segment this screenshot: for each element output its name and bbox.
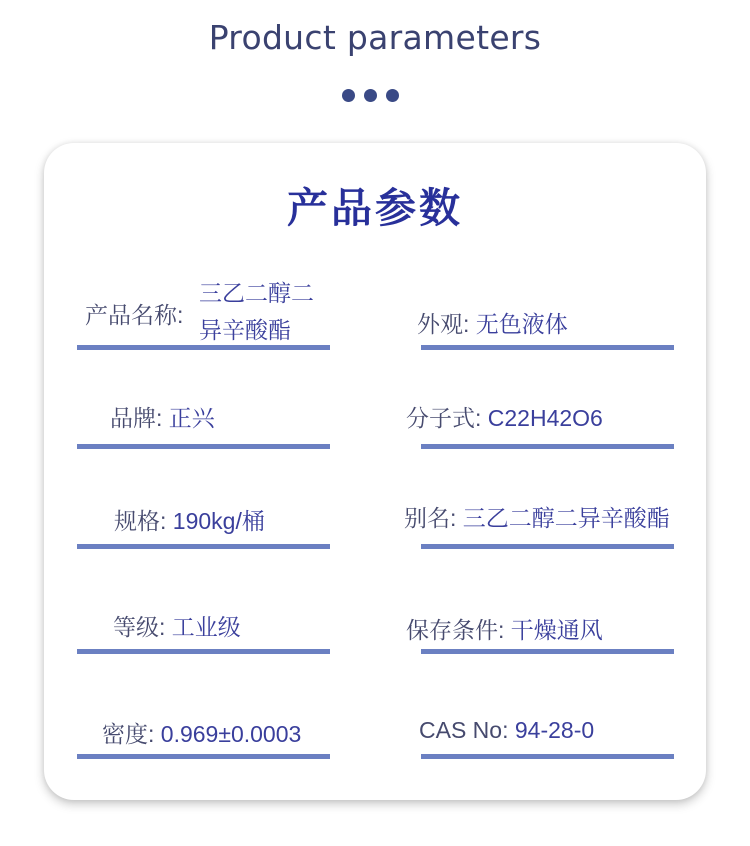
field-value: 94-28-0 — [514, 717, 595, 743]
field-label: 别名: — [404, 505, 457, 531]
underline-bar — [421, 649, 674, 654]
field-value-line: 异辛酸酯 — [199, 317, 291, 343]
underline-bar — [421, 444, 674, 449]
field-value: 0.969±0.0003 — [160, 721, 302, 747]
field-value: 三乙二醇二异辛酸酯 — [462, 505, 670, 531]
field-label: 密度: — [102, 721, 155, 747]
decorative-dots — [342, 89, 399, 102]
field-value: 工业级 — [171, 614, 241, 640]
field-label: 等级: — [113, 614, 166, 640]
field-label: 规格: — [114, 508, 167, 534]
field-value: 正兴 — [168, 405, 215, 431]
dot-icon — [386, 89, 399, 102]
underline-bar — [421, 754, 674, 759]
underline-bar — [77, 649, 330, 654]
field-label: 产品名称: — [85, 302, 184, 328]
page-heading: Product parameters — [208, 18, 542, 57]
field-value — [199, 275, 329, 349]
field-value: C22H42O6 — [487, 405, 603, 431]
field-label: 外观: — [417, 311, 470, 337]
dot-icon — [364, 89, 377, 102]
underline-bar — [77, 754, 330, 759]
field-label: 保存条件: — [406, 617, 505, 643]
underline-bar — [77, 345, 330, 350]
field-value: 干燥通风 — [510, 617, 603, 643]
underline-bar — [421, 345, 674, 350]
field-label: 分子式: — [406, 405, 482, 431]
underline-bar — [421, 544, 674, 549]
underline-bar — [77, 444, 330, 449]
field-value: 190kg/桶 — [172, 508, 265, 534]
field-label: 品牌: — [110, 405, 163, 431]
card-title: 产品参数 — [287, 184, 463, 232]
dot-icon — [342, 89, 355, 102]
underline-bar — [77, 544, 330, 549]
field-value-line: 三乙二醇二 — [199, 280, 314, 306]
parameters-card — [44, 143, 706, 800]
field-value: 无色液体 — [475, 311, 568, 337]
field-label: CAS No: — [419, 717, 509, 743]
